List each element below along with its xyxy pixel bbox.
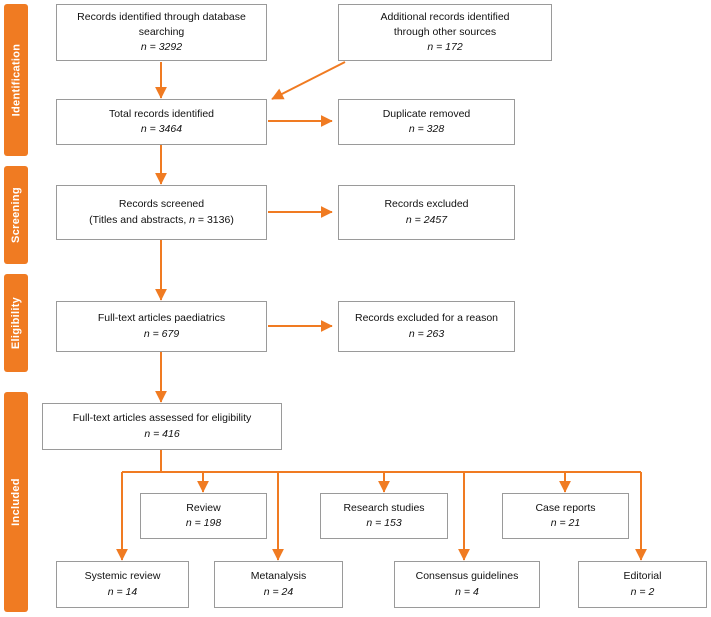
box-consensus-guidelines <box>394 561 540 608</box>
box-records-excluded <box>338 185 515 240</box>
box-count: n = 416 <box>144 427 180 440</box>
box-systemic-review <box>56 561 189 608</box>
box-case-reports <box>502 493 629 539</box>
stage-label-included: Included <box>10 478 22 526</box>
box-count: n = 679 <box>143 327 180 340</box>
box-line1: Systemic review <box>84 570 161 583</box>
box-line1: Metanalysis <box>250 570 307 583</box>
box-line1: Case reports <box>535 501 596 514</box>
box-total-records-identified <box>56 99 267 145</box>
box-count: n = 24 <box>263 585 294 598</box>
box-line2: (Titles and abstracts, n = 3136) <box>89 213 234 226</box>
box-count: n = 328 <box>408 123 445 135</box>
box-additional-records-other-sources <box>338 4 552 61</box>
stage-bar-screening <box>4 166 28 264</box>
box-editorial <box>578 561 707 608</box>
box-count: n = 2457 <box>405 213 448 226</box>
box-line1: Duplicate removed <box>382 107 471 120</box>
box-line1: Editorial <box>623 570 662 583</box>
box-line2: searching <box>138 25 185 38</box>
box-count: n = 21 <box>550 517 581 529</box>
box-line1: Records excluded for a reason <box>355 312 498 325</box>
box-review <box>140 493 267 539</box>
stage-bar-eligibility <box>4 274 28 372</box>
box-line1: Additional records identified <box>380 10 510 23</box>
box-count: n = 14 <box>107 585 138 598</box>
box-line1: Records excluded <box>384 198 469 211</box>
box-line1: Consensus guidelines <box>415 570 519 583</box>
box-fulltext-assessed-eligibility <box>42 403 282 450</box>
box-duplicate-removed <box>338 99 515 145</box>
box-line1: Records identified through database <box>77 10 246 23</box>
box-count: n = 3292 <box>140 41 183 54</box>
box-count: n = 198 <box>185 517 222 529</box>
box-count: n = 2 <box>630 585 655 598</box>
stage-label-screening: Screening <box>10 187 23 243</box>
box-line1: Full-text articles paediatrics <box>97 312 226 325</box>
box-count: n = 153 <box>366 517 402 529</box>
box-line1: Full-text articles assessed for eligibility <box>72 412 252 425</box>
box-research-studies <box>320 493 448 539</box>
box-count: n = 263 <box>408 327 445 340</box>
box-records-screened <box>56 185 267 240</box>
box-records-excluded-for-reason <box>338 301 515 352</box>
box-count: n = 172 <box>427 41 463 54</box>
box-fulltext-articles-paediatrics <box>56 301 267 352</box>
box-line1: Records screened <box>118 198 205 211</box>
stage-label-identification: Identification <box>10 43 22 117</box>
stage-label-eligibility: Eligibility <box>10 296 23 350</box>
box-line1: Total records identified <box>108 107 215 120</box>
box-line1: Research studies <box>343 501 425 514</box>
stage-bar-identification <box>4 4 28 156</box>
box-count: n = 4 <box>455 585 479 598</box>
box-records-identified-database <box>56 4 267 61</box>
box-count: n = 3464 <box>140 123 183 135</box>
stage-bar-included <box>4 392 28 612</box>
box-line1: Review <box>186 501 221 514</box>
box-line2: through other sources <box>393 25 497 38</box>
box-metanalysis <box>214 561 343 608</box>
